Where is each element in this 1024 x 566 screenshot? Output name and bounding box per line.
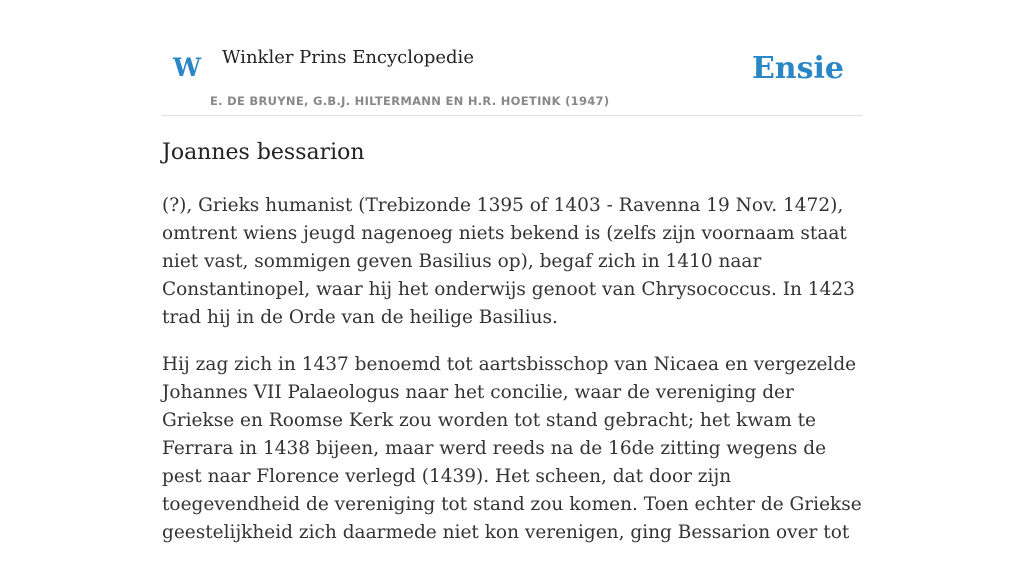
article-title: Joannes bessarion [162, 140, 365, 165]
ensie-logo-link[interactable]: Ensie [751, 51, 844, 86]
article-paragraph: Hij zag zich in 1437 benoemd tot aartsbisschop van Nicaea en vergezelde Johannes VII Palaeologus naar het concilie, waar de vereniging der Griekse en Roomse Kerk zou worden tot stand gebracht; het kwam te Ferrara in 1438 bijeen, maar werd reeds na de 16de zitting wegens de pest naar Florence verlegd (1439). Het scheen, dat door zijn toegevendheid de vereniging tot stand zou komen. Toen echter de Griekse geestelijkheid zich daarmede niet kon verenigen, ging Bessarion over tot [162, 354, 862, 543]
article-paragraph: (?), Grieks humanist (Trebizonde 1395 of 1403 - Ravenna 19 Nov. 1472), omtrent wiens jeugd nagenoeg niets bekend is (zelfs zijn voornaam staat niet vast, sommigen geven Basilius op), begaf zich in 1410 naar Constantinopel, waar hij het onderwijs genoot van Chrysococcus. In 1423 trad hij in de Orde van de heilige Basilius. [162, 195, 855, 328]
winkler-prins-logo-icon[interactable]: W [173, 53, 202, 82]
article-body [162, 192, 862, 566]
source-authors: E. DE BRUYNE, G.B.J. HILTERMANN EN H.R. HOETINK (1947) [210, 94, 610, 108]
source-title-link[interactable]: Winkler Prins Encyclopedie [222, 47, 474, 68]
source-header [162, 40, 862, 116]
